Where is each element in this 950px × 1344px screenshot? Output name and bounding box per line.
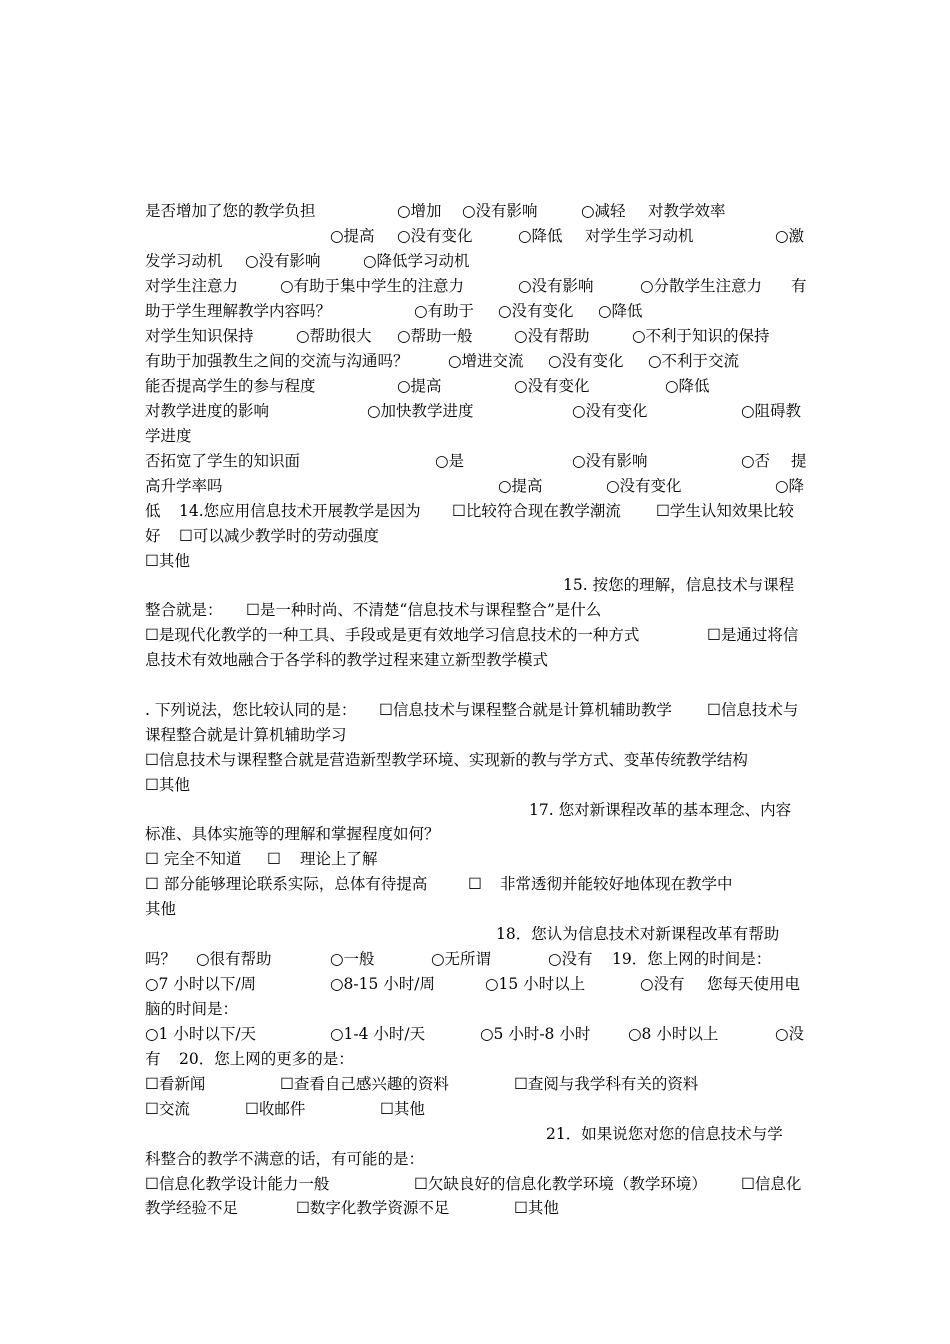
checkbox-reduce-labor[interactable]: ☐可以减少教学时的劳动强度: [179, 527, 379, 545]
checkbox-cognition[interactable]: ☐学生认知效果比较: [656, 502, 794, 520]
q-retention-label: 对学生知识保持: [145, 327, 254, 345]
q-enrollment-label: 提: [791, 452, 807, 470]
q20-label: 20．您上网的更多的是：: [179, 1050, 354, 1068]
q-communication-label: 有助于加强教生之间的交流与沟通吗？: [145, 352, 409, 370]
checkbox-theory-label: 理论上了解: [300, 850, 378, 868]
checkbox-thorough-label: 非常透彻并能较好地体现在教学中: [500, 875, 733, 893]
option-yes[interactable]: ○是: [435, 452, 465, 470]
option-no-change[interactable]: ○没有变化: [514, 377, 590, 395]
option-hinder-communication[interactable]: ○不利于交流: [648, 352, 740, 370]
option-no-effect[interactable]: ○没有影响: [572, 452, 648, 470]
checkbox-unknown[interactable]: ☐ 完全不知道: [145, 850, 242, 868]
checkbox-other[interactable]: ☐其他: [380, 1100, 425, 1118]
q15-label: 15. 按您的理解，信息技术与课程: [563, 576, 795, 594]
option-hinder-progress[interactable]: ○阻碍教: [741, 402, 802, 420]
q-daily-usage-label-cont: 脑的时间是：: [145, 1000, 239, 1018]
option-lower-cont: 低: [145, 502, 161, 520]
checkbox-other[interactable]: ☐其他: [145, 552, 190, 570]
option-harmful-retention[interactable]: ○不利于知识的保持: [632, 327, 770, 345]
option-none-cont: 有: [145, 1050, 161, 1068]
q14-label: 14.您应用信息技术开展教学是因为: [179, 502, 421, 520]
q-knowledge-label: 否拓宽了学生的知识面: [145, 452, 301, 470]
checkbox-cai-learning[interactable]: ☐信息技术与: [707, 701, 799, 719]
q-attention-label: 对学生注意力: [145, 277, 239, 295]
q-progress-label: 对教学进度的影响: [145, 402, 270, 420]
q-burden-label: 是否增加了您的教学负担: [145, 202, 316, 220]
option-none[interactable]: ○没: [775, 1025, 805, 1043]
option-none[interactable]: ○没有: [548, 950, 593, 968]
option-under-1h[interactable]: ○1 小时以下/天: [145, 1025, 257, 1043]
option-1-4h[interactable]: ○1-4 小时/天: [330, 1025, 426, 1043]
checkbox-tool[interactable]: ☐是现代化教学的一种工具、手段或是更有效地学习信息技术的一种方式: [145, 626, 640, 644]
q-understanding-label-cont: 助于学生理解教学内容吗？: [145, 302, 332, 320]
q18-label-cont: 吗？: [145, 950, 177, 968]
option-stimulate[interactable]: ○激: [775, 227, 805, 245]
option-no-effect[interactable]: ○没有影响: [245, 252, 321, 270]
checkbox-experience-cont: 教学经验不足: [145, 1199, 239, 1217]
q16-label: . 下列说法，您比较认同的是：: [145, 701, 357, 719]
checkbox-email[interactable]: ☐收邮件: [245, 1100, 306, 1118]
option-no-change[interactable]: ○没有变化: [498, 302, 574, 320]
option-5-8h[interactable]: ○5 小时-8 小时: [480, 1025, 591, 1043]
option-other-text: 其他: [145, 900, 177, 918]
q-understanding-label: 有: [791, 277, 807, 295]
option-focus-attention[interactable]: ○有助于集中学生的注意力: [280, 277, 465, 295]
checkbox-other[interactable]: ☐其他: [145, 776, 190, 794]
q-daily-usage-label: 您每天使用电: [707, 975, 801, 993]
checkbox-environment[interactable]: ☐欠缺良好的信息化教学环境（教学环境）: [414, 1175, 707, 1193]
option-over-8h[interactable]: ○8 小时以上: [628, 1025, 719, 1043]
option-no-change[interactable]: ○没有变化: [606, 477, 682, 495]
checkbox-cai-learning-cont: 课程整合就是计算机辅助学习: [145, 726, 347, 744]
option-no[interactable]: ○否: [741, 452, 771, 470]
option-none[interactable]: ○没有: [640, 975, 685, 993]
checkbox-design-ability[interactable]: ☐信息化教学设计能力一般: [145, 1175, 330, 1193]
checkbox-interests[interactable]: ☐查看自己感兴趣的资料: [280, 1075, 449, 1093]
option-lower-motivation[interactable]: ○降低学习动机: [363, 252, 470, 270]
checkbox-cai-teaching[interactable]: ☐信息技术与课程整合就是计算机辅助教学: [379, 701, 672, 719]
checkbox-communicate[interactable]: ☐交流: [145, 1100, 190, 1118]
option-no-change[interactable]: ○没有变化: [548, 352, 624, 370]
q18-label: 18．您认为信息技术对新课程改革有帮助: [496, 925, 780, 943]
option-increase[interactable]: ○增加: [397, 202, 442, 220]
option-lower[interactable]: ○降低: [518, 227, 563, 245]
option-8-15h[interactable]: ○8-15 小时/周: [330, 975, 435, 993]
q17-label-cont: 标准、具体实施等的理解和掌握程度如何？: [145, 825, 440, 843]
option-reduce[interactable]: ○减轻: [581, 202, 626, 220]
option-speed-up[interactable]: ○加快教学进度: [367, 402, 474, 420]
option-indifferent[interactable]: ○无所谓: [431, 950, 492, 968]
option-not-helpful[interactable]: ○没有帮助: [514, 327, 590, 345]
checkbox-new-model-cont: 息技术有效地融合于各学科的教学过程来建立新型教学模式: [145, 651, 549, 669]
option-stimulate-cont: 发学习动机: [145, 252, 223, 270]
option-improve[interactable]: ○提高: [498, 477, 543, 495]
option-under-7h[interactable]: ○7 小时以下/周: [145, 975, 257, 993]
option-very-helpful[interactable]: ○很有帮助: [196, 950, 272, 968]
checkbox-other[interactable]: ☐其他: [514, 1199, 559, 1217]
option-lower[interactable]: ○降低: [665, 377, 710, 395]
q19-label: 19．您上网的时间是：: [612, 950, 772, 968]
option-over-15h[interactable]: ○15 小时以上: [485, 975, 586, 993]
option-helpful[interactable]: ○有助于: [414, 302, 475, 320]
option-distract[interactable]: ○分散学生注意力: [640, 277, 763, 295]
q-motivation-label: 对学生学习动机: [585, 227, 694, 245]
q15-label-cont: 整合就是：: [145, 601, 223, 619]
checkbox-fashion[interactable]: ☐是一种时尚、不清楚“信息技术与课程整合”是什么: [246, 601, 602, 619]
option-enhance-communication[interactable]: ○增进交流: [448, 352, 524, 370]
option-improve[interactable]: ○提高: [397, 377, 442, 395]
option-somewhat-helpful[interactable]: ○帮助一般: [397, 327, 473, 345]
checkbox-subject-materials[interactable]: ☐查阅与我学科有关的资料: [514, 1075, 699, 1093]
checkbox-thorough[interactable]: ☐: [468, 875, 482, 893]
q21-label-cont: 科整合的教学不满意的话，有可能的是：: [145, 1150, 425, 1168]
option-very-helpful[interactable]: ○帮助很大: [296, 327, 372, 345]
q21-label: 21．如果说您对您的信息技术与学: [546, 1125, 783, 1143]
option-lower[interactable]: ○降低: [598, 302, 643, 320]
checkbox-trend[interactable]: ☐比较符合现在教学潮流: [452, 502, 621, 520]
option-no-effect[interactable]: ○没有影响: [518, 277, 594, 295]
option-improve[interactable]: ○提高: [330, 227, 375, 245]
q17-label: 17. 您对新课程改革的基本理念、内容: [529, 801, 792, 819]
checkbox-theory[interactable]: ☐: [267, 850, 281, 868]
checkbox-news[interactable]: ☐看新闻: [145, 1075, 206, 1093]
checkbox-digital-resources[interactable]: ☐数字化教学资源不足: [296, 1199, 450, 1217]
q-enrollment-label-cont: 高升学率吗: [145, 477, 223, 495]
q-participation-label: 能否提高学生的参与程度: [145, 377, 316, 395]
option-no-effect[interactable]: ○没有影响: [462, 202, 538, 220]
checkbox-new-environment[interactable]: ☐信息技术与课程整合就是营造新型教学环境、实现新的教与学方式、变革传统教学结构: [145, 751, 748, 769]
checkbox-experience[interactable]: ☐信息化: [741, 1175, 802, 1193]
checkbox-cognition-cont: 好: [145, 527, 161, 545]
option-lower[interactable]: ○降: [775, 477, 805, 495]
option-average[interactable]: ○一般: [330, 950, 375, 968]
option-no-change[interactable]: ○没有变化: [397, 227, 473, 245]
option-hinder-progress-cont: 学进度: [145, 427, 192, 445]
checkbox-new-model[interactable]: ☐是通过将信: [707, 626, 799, 644]
q-efficiency-label: 对教学效率: [648, 202, 726, 220]
checkbox-partial[interactable]: ☐ 部分能够理论联系实际，总体有待提高: [145, 875, 428, 893]
option-no-change[interactable]: ○没有变化: [572, 402, 648, 420]
